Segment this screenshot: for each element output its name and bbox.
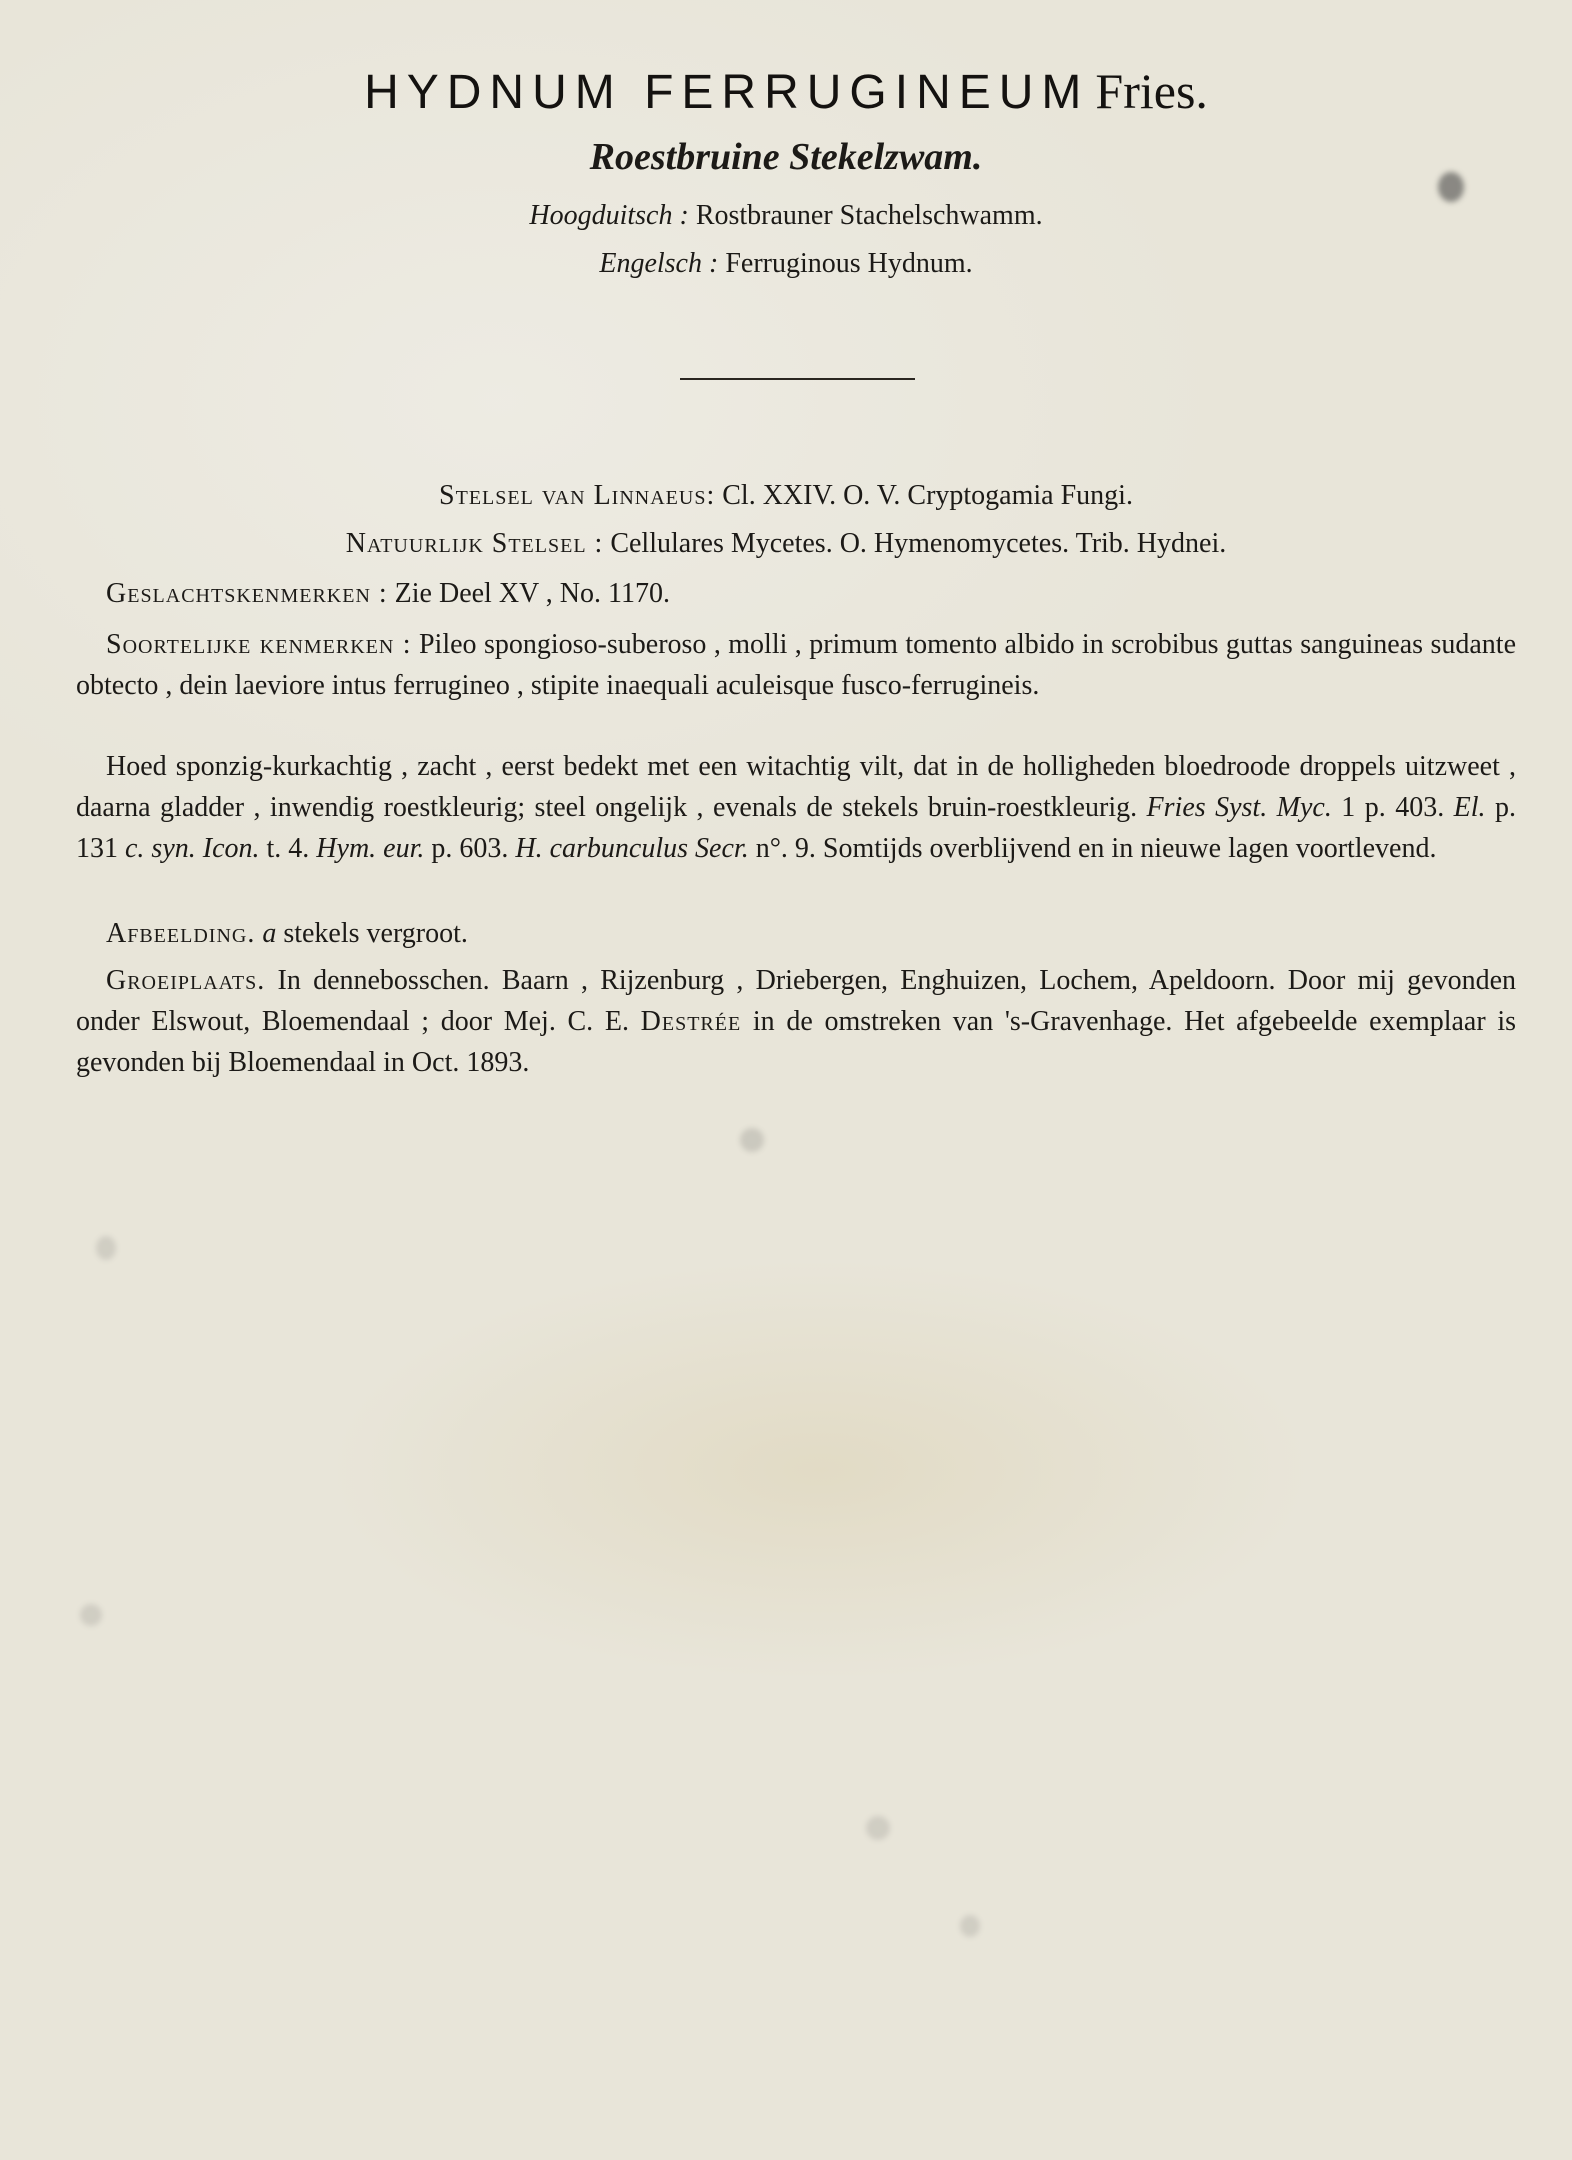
genus-line xyxy=(106,578,670,610)
linnaeus-line xyxy=(0,480,1572,512)
english-label: Engelsch : xyxy=(599,248,719,279)
species-title xyxy=(0,62,1572,120)
natural-system-label: Natuurlijk Stelsel : xyxy=(345,528,604,559)
ref-carbunculus: Secr. xyxy=(695,833,749,864)
linnaeus-label: Stelsel van Linnaeus: xyxy=(439,480,716,511)
natural-system-line xyxy=(0,528,1572,560)
divider xyxy=(680,378,915,380)
ref-el: El. xyxy=(1453,792,1486,823)
illustration-label: Afbeelding. xyxy=(106,918,256,949)
ink-spot xyxy=(740,1128,764,1152)
habitat-person: Destrée xyxy=(640,1006,742,1037)
ref-syn: c. syn. Icon. xyxy=(125,833,260,864)
ink-spot xyxy=(866,1816,890,1840)
natural-system-value: Cellulares Mycetes. O. Hymenomycetes. Trib. Hydnei. xyxy=(610,528,1227,559)
illustration-line xyxy=(106,918,468,950)
species-name: HYDNUM FERRUGINEUM xyxy=(364,66,1090,119)
species-characteristics xyxy=(76,624,1516,706)
illustration-letter: a xyxy=(262,918,277,949)
english-name: Ferruginous Hydnum. xyxy=(725,248,973,279)
ink-spot xyxy=(960,1915,980,1937)
habitat-paragraph xyxy=(76,960,1516,1083)
german-label: Hoogduitsch : xyxy=(529,200,689,231)
description-text: Hoed sponzig-kurkachtig , zacht , eerst bedekt met een witachtig vilt, dat in de holligheden bloedroode droppels uitzweet , daarna gladder , inwendig roestkleurig; steel ongelijk , evenals de stekels bruin-roestkleurig. xyxy=(76,751,1516,823)
german-name-line xyxy=(0,200,1572,232)
ink-spot xyxy=(80,1604,102,1626)
ref-icon: Hym. eur. xyxy=(316,833,425,864)
description-text: 1 p. 403. xyxy=(1341,792,1445,823)
english-name-line xyxy=(0,248,1572,280)
ref-fries: Fries Syst. Myc. xyxy=(1146,792,1332,823)
habitat-text: in de omstreken van 's-Gravenhage. Het afgebeelde exemplaar is gevonden bij Bloemendaal in Oct. 1893. xyxy=(76,1006,1517,1078)
description-text: p. 603. xyxy=(431,833,509,864)
species-char-text: Pileo spongioso-suberoso , molli , primum tomento albido in scrobibus guttas sanguineas sudante obtecto , dein laeviore intus ferrugineo , stipite inaequali aculeisque fusco-ferrugineis. xyxy=(76,629,1517,701)
description-text: t. 4. xyxy=(266,833,310,864)
ref-hym: H. carbunculus xyxy=(515,833,689,864)
german-name: Rostbrauner Stachelschwamm. xyxy=(695,200,1043,231)
description-text: n°. 9. Somtijds overblijvend en in nieuwe lagen voortlevend. xyxy=(755,833,1437,864)
linnaeus-value: Cl. XXIV. O. V. Cryptogamia Fungi. xyxy=(722,480,1133,511)
habitat-label: Groeiplaats. xyxy=(106,965,266,996)
ink-spot xyxy=(96,1236,116,1260)
genus-label: Geslachtskenmerken : xyxy=(106,578,388,609)
habitat-text: In dennebosschen. Baarn , Rijzenburg , Driebergen, Enghuizen, Lochem, Apeldoorn. Door mij gevonden onder Elswout, Bloemendaal ; door Mej. C. E. xyxy=(76,965,1516,1037)
species-author: Fries. xyxy=(1095,63,1208,119)
description-paragraph xyxy=(76,746,1516,869)
description-text: p. 131 xyxy=(76,792,1516,864)
illustration-value: stekels vergroot. xyxy=(283,918,468,949)
dutch-name: Roestbruine Stekelzwam. xyxy=(589,136,983,178)
species-char-label: Soortelijke kenmerken : xyxy=(106,629,412,660)
genus-value: Zie Deel XV , No. 1170. xyxy=(394,578,670,609)
